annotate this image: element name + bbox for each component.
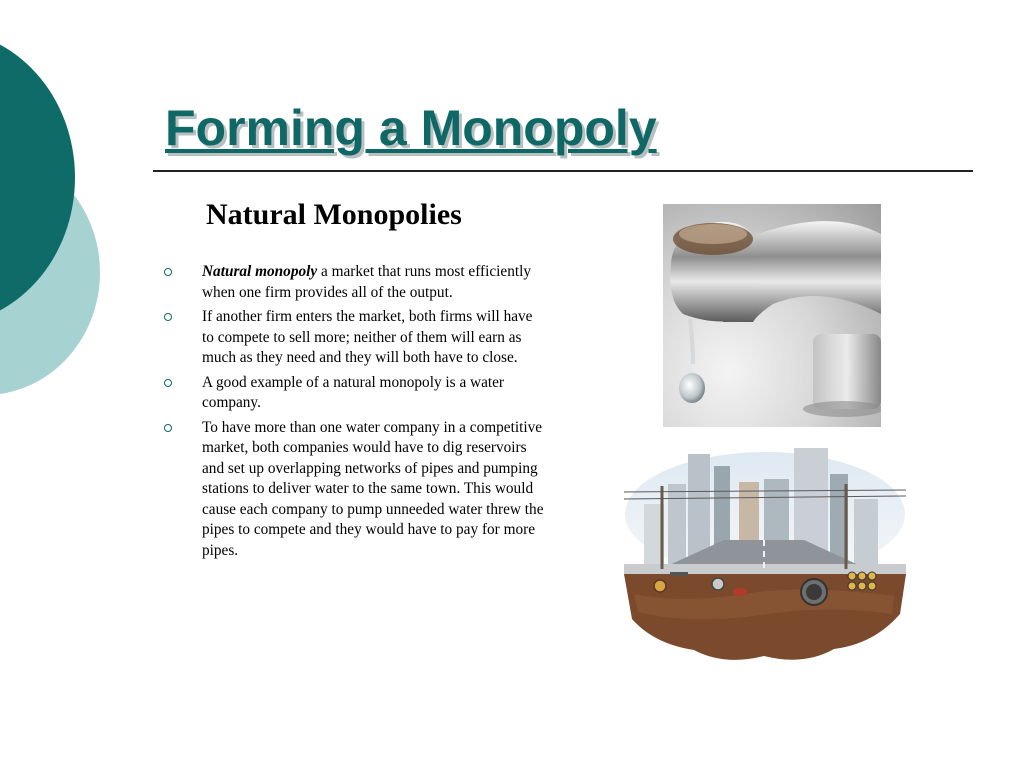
bullet-text: A good example of a natural monopoly is a water company. [202,373,505,411]
circle-bullet-icon [164,424,172,432]
circle-bullet-icon [164,268,172,276]
slide-subtitle: Natural Monopolies [206,198,462,231]
bullet-text: a market that runs most efficiently when one firm provides all of the output. [202,263,531,301]
city-pipes-icon [624,444,906,666]
faucet-icon [663,204,881,427]
circle-bullet-icon [164,379,172,387]
faucet-dripping-water-image [663,204,881,427]
bullet-item [162,418,547,562]
bullet-text: If another firm enters the market, both firms will have to compete to sell more; neither of them will earn as much as they need and they will both have to close. [202,308,533,366]
bullet-item [162,373,547,414]
bullet-list [162,262,547,565]
city-underground-pipes-image [624,444,906,666]
slide-title: Forming a Monopoly [165,100,657,156]
title-divider [153,170,973,172]
circle-bullet-icon [164,313,172,321]
bullet-item [162,307,547,369]
bullet-term: Natural monopoly [202,263,318,280]
bullet-text: To have more than one water company in a competitive market, both companies would have to dig reservoirs and set up overlapping networks of pipes and pumping stations to deliver water to the same town. This would cause each company to pump unneeded water threw the pipes to compete and they would have to pay for more pipes. [202,418,544,559]
bullet-item [162,262,547,303]
